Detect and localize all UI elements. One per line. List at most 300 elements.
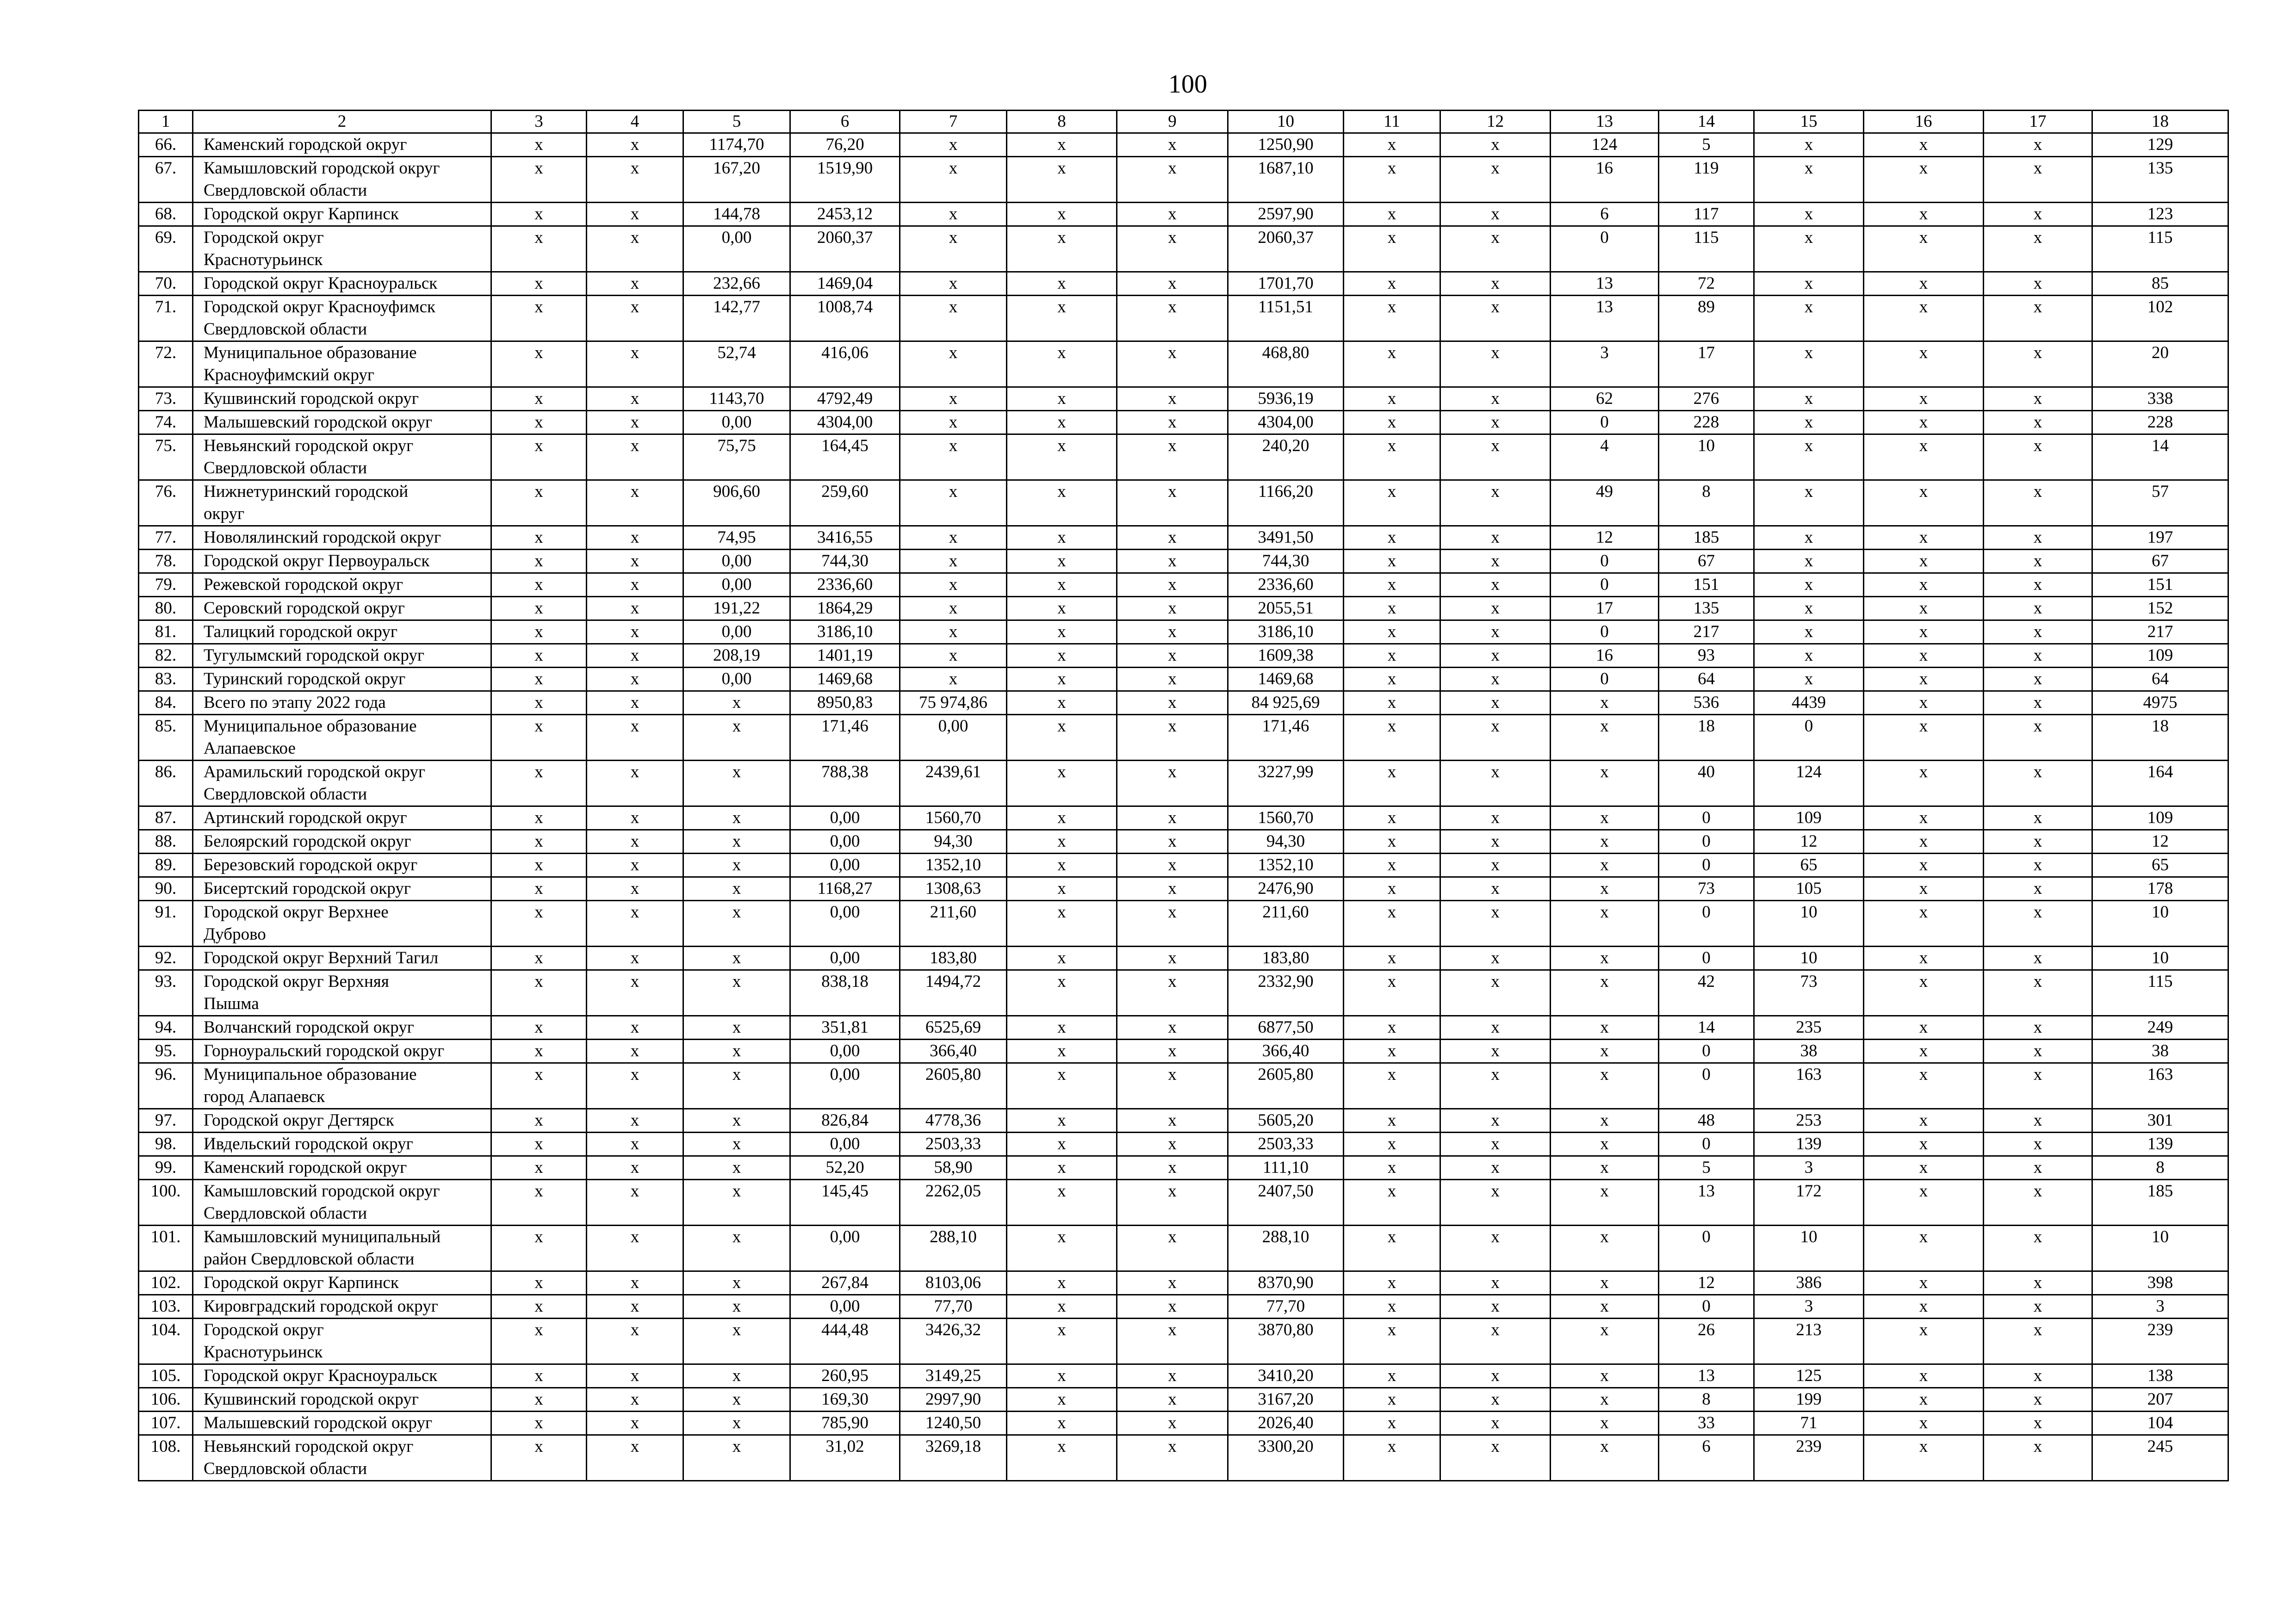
value-cell: x [1864, 1109, 1984, 1133]
value-cell: x [1551, 761, 1659, 806]
value-cell: x [1864, 1412, 1984, 1435]
table-row [139, 1133, 2228, 1156]
value-cell: 3 [1754, 1295, 1864, 1319]
municipality-name-cell: Малышевский городской округ [193, 411, 491, 434]
value-cell: 2060,37 [1228, 226, 1344, 272]
value-cell: x [1984, 970, 2092, 1016]
value-cell: x [1984, 526, 2092, 550]
value-cell: x [1344, 806, 1440, 830]
value-cell: x [491, 668, 587, 691]
municipality-name-cell: Камышловский муниципальный район Свердловской области [193, 1226, 491, 1271]
value-cell: 12 [1551, 526, 1659, 550]
value-cell: x [900, 387, 1007, 411]
value-cell: x [1440, 1388, 1551, 1412]
municipality-name-cell: Волчанский городской округ [193, 1016, 491, 1040]
value-cell: x [1984, 1133, 2092, 1156]
value-cell: x [1440, 296, 1551, 341]
value-cell: 71 [1754, 1412, 1864, 1435]
value-cell: 1560,70 [1228, 806, 1344, 830]
value-cell: x [1984, 620, 2092, 644]
value-cell: x [1007, 1435, 1117, 1481]
value-cell: x [1117, 830, 1228, 854]
value-cell: x [491, 691, 587, 715]
value-cell: x [1551, 830, 1659, 854]
value-cell: 0 [1551, 668, 1659, 691]
value-cell: 18 [2092, 715, 2228, 761]
value-cell: x [1551, 1364, 1659, 1388]
table-row [139, 1295, 2228, 1319]
value-cell: x [1440, 1156, 1551, 1180]
table-row [139, 644, 2228, 668]
value-cell: x [1440, 203, 1551, 226]
value-cell: x [1344, 480, 1440, 526]
row-number-cell: 74. [139, 411, 193, 434]
table-row [139, 341, 2228, 387]
value-cell: x [491, 1109, 587, 1133]
value-cell: x [1117, 1040, 1228, 1063]
table-row [139, 133, 2228, 157]
value-cell: x [1551, 1156, 1659, 1180]
value-cell: 0,00 [790, 1226, 900, 1271]
value-cell: 14 [2092, 434, 2228, 480]
value-cell: 0,00 [683, 226, 790, 272]
table-body [139, 111, 2228, 1481]
municipality-name-cell: Городской округ Карпинск [193, 203, 491, 226]
value-cell: 12 [1754, 830, 1864, 854]
value-cell: 151 [1659, 573, 1754, 597]
value-cell: 0,00 [683, 411, 790, 434]
column-header: 10 [1228, 111, 1344, 133]
value-cell: x [587, 480, 683, 526]
value-cell: x [1984, 1156, 2092, 1180]
value-cell: x [683, 1226, 790, 1271]
value-cell: x [491, 1180, 587, 1226]
value-cell: x [1551, 1133, 1659, 1156]
value-cell: x [1007, 806, 1117, 830]
value-cell: x [1864, 573, 1984, 597]
data-table [138, 110, 2229, 1481]
value-cell: x [1754, 668, 1864, 691]
value-cell: x [1344, 877, 1440, 901]
value-cell: x [1754, 296, 1864, 341]
value-cell: x [1344, 644, 1440, 668]
value-cell: x [587, 550, 683, 573]
row-number-cell: 92. [139, 947, 193, 970]
municipality-name-cell: Тугулымский городской округ [193, 644, 491, 668]
value-cell: 1166,20 [1228, 480, 1344, 526]
value-cell: x [1007, 226, 1117, 272]
value-cell: 211,60 [1228, 901, 1344, 947]
value-cell: x [1551, 691, 1659, 715]
value-cell: x [1440, 1180, 1551, 1226]
value-cell: x [1440, 877, 1551, 901]
value-cell: 67 [1659, 550, 1754, 573]
column-header: 7 [900, 111, 1007, 133]
value-cell: 2332,90 [1228, 970, 1344, 1016]
value-cell: 115 [1659, 226, 1754, 272]
table-row [139, 480, 2228, 526]
row-number-cell: 101. [139, 1226, 193, 1271]
value-cell: 13 [1551, 272, 1659, 296]
value-cell: 73 [1754, 970, 1864, 1016]
value-cell: x [1344, 1435, 1440, 1481]
value-cell: x [900, 296, 1007, 341]
value-cell: 76,20 [790, 133, 900, 157]
value-cell: x [491, 411, 587, 434]
value-cell: x [587, 1016, 683, 1040]
value-cell: x [1117, 1226, 1228, 1271]
table-row [139, 970, 2228, 1016]
value-cell: 0,00 [790, 901, 900, 947]
value-cell: x [1440, 854, 1551, 877]
value-cell: 0,00 [790, 806, 900, 830]
value-cell: 2597,90 [1228, 203, 1344, 226]
value-cell: 142,77 [683, 296, 790, 341]
table-row [139, 620, 2228, 644]
value-cell: 167,20 [683, 157, 790, 203]
value-cell: x [1984, 715, 2092, 761]
row-number-cell: 84. [139, 691, 193, 715]
value-cell: x [491, 526, 587, 550]
value-cell: x [587, 133, 683, 157]
value-cell: x [1007, 434, 1117, 480]
value-cell: x [1551, 1319, 1659, 1364]
value-cell: 0 [1551, 573, 1659, 597]
row-number-cell: 90. [139, 877, 193, 901]
value-cell: x [491, 1040, 587, 1063]
table-row [139, 1109, 2228, 1133]
municipality-name-cell: Талицкий городской округ [193, 620, 491, 644]
value-cell: x [1117, 480, 1228, 526]
value-cell: 4 [1551, 434, 1659, 480]
value-cell: x [1551, 715, 1659, 761]
value-cell: x [1754, 411, 1864, 434]
value-cell: x [1007, 1226, 1117, 1271]
table-row [139, 1180, 2228, 1226]
value-cell: x [1117, 1180, 1228, 1226]
value-cell: 1864,29 [790, 597, 900, 620]
value-cell: x [1440, 1412, 1551, 1435]
value-cell: x [1754, 644, 1864, 668]
municipality-name-cell: Городской округ Краснотурьинск [193, 226, 491, 272]
value-cell: x [1440, 157, 1551, 203]
row-number-cell: 80. [139, 597, 193, 620]
value-cell: 3269,18 [900, 1435, 1007, 1481]
value-cell: x [1007, 877, 1117, 901]
municipality-name-cell: Муниципальное образование город Алапаевск [193, 1063, 491, 1109]
value-cell: 0,00 [900, 715, 1007, 761]
value-cell: x [1864, 1435, 1984, 1481]
value-cell: 17 [1551, 597, 1659, 620]
value-cell: 102 [2092, 296, 2228, 341]
municipality-name-cell: Городской округ Верхний Тагил [193, 947, 491, 970]
value-cell: 10 [2092, 1226, 2228, 1271]
row-number-cell: 70. [139, 272, 193, 296]
value-cell: 124 [1754, 761, 1864, 806]
value-cell: 42 [1659, 970, 1754, 1016]
value-cell: x [1344, 1133, 1440, 1156]
value-cell: x [1117, 1319, 1228, 1364]
table-row [139, 1040, 2228, 1063]
value-cell: x [1551, 1295, 1659, 1319]
value-cell: x [1344, 970, 1440, 1016]
value-cell: 217 [2092, 620, 2228, 644]
value-cell: x [683, 947, 790, 970]
value-cell: 0,00 [683, 620, 790, 644]
value-cell: x [683, 1133, 790, 1156]
value-cell: x [1984, 901, 2092, 947]
value-cell: x [1984, 877, 2092, 901]
municipality-name-cell: Арамильский городской округ Свердловской области [193, 761, 491, 806]
table-row [139, 761, 2228, 806]
municipality-name-cell: Кушвинский городской округ [193, 387, 491, 411]
value-cell: 64 [1659, 668, 1754, 691]
value-cell: x [1551, 1226, 1659, 1271]
value-cell: x [1864, 1271, 1984, 1295]
value-cell: x [491, 387, 587, 411]
value-cell: x [900, 526, 1007, 550]
value-cell: x [1117, 550, 1228, 573]
value-cell: 105 [1754, 877, 1864, 901]
municipality-name-cell: Серовский городской округ [193, 597, 491, 620]
value-cell: 1143,70 [683, 387, 790, 411]
value-cell: 1008,74 [790, 296, 900, 341]
value-cell: x [587, 1109, 683, 1133]
value-cell: 10 [1754, 901, 1864, 947]
value-cell: x [1007, 1180, 1117, 1226]
table-row [139, 157, 2228, 203]
value-cell: x [683, 854, 790, 877]
value-cell: x [491, 1295, 587, 1319]
table-row [139, 526, 2228, 550]
value-cell: 65 [2092, 854, 2228, 877]
value-cell: x [683, 1156, 790, 1180]
value-cell: x [1117, 901, 1228, 947]
value-cell: x [1864, 1016, 1984, 1040]
value-cell: x [1551, 1388, 1659, 1412]
value-cell: 0 [1551, 550, 1659, 573]
value-cell: x [683, 1271, 790, 1295]
value-cell: x [1117, 272, 1228, 296]
column-header: 1 [139, 111, 193, 133]
value-cell: x [491, 1364, 587, 1388]
value-cell: 109 [2092, 644, 2228, 668]
value-cell: 288,10 [900, 1226, 1007, 1271]
value-cell: 3 [2092, 1295, 2228, 1319]
value-cell: 2336,60 [790, 573, 900, 597]
value-cell: 4778,36 [900, 1109, 1007, 1133]
value-cell: x [683, 830, 790, 854]
column-header: 3 [491, 111, 587, 133]
value-cell: x [1007, 901, 1117, 947]
value-cell: x [1864, 806, 1984, 830]
row-number-cell: 85. [139, 715, 193, 761]
value-cell: x [1984, 411, 2092, 434]
municipality-name-cell: Новолялинский городской округ [193, 526, 491, 550]
value-cell: x [587, 272, 683, 296]
value-cell: 3426,32 [900, 1319, 1007, 1364]
value-cell: 135 [2092, 157, 2228, 203]
column-header: 9 [1117, 111, 1228, 133]
value-cell: x [1864, 157, 1984, 203]
value-cell: 75,75 [683, 434, 790, 480]
value-cell: x [1440, 526, 1551, 550]
value-cell: x [491, 620, 587, 644]
value-cell: x [1551, 947, 1659, 970]
value-cell: x [1754, 133, 1864, 157]
value-cell: 0 [1659, 947, 1754, 970]
value-cell: 77,70 [1228, 1295, 1344, 1319]
value-cell: x [491, 550, 587, 573]
table-row [139, 1364, 2228, 1388]
value-cell: 1609,38 [1228, 644, 1344, 668]
value-cell: x [1344, 620, 1440, 644]
value-cell: x [1117, 854, 1228, 877]
value-cell: 0,00 [790, 830, 900, 854]
value-cell: 744,30 [1228, 550, 1344, 573]
value-cell: 73 [1659, 877, 1754, 901]
value-cell: x [491, 901, 587, 947]
value-cell: x [1440, 1063, 1551, 1109]
table-row [139, 597, 2228, 620]
value-cell: 366,40 [1228, 1040, 1344, 1063]
value-cell: 12 [1659, 1271, 1754, 1295]
value-cell: 74,95 [683, 526, 790, 550]
value-cell: x [1440, 272, 1551, 296]
row-number-cell: 95. [139, 1040, 193, 1063]
value-cell: x [900, 434, 1007, 480]
row-number-cell: 68. [139, 203, 193, 226]
value-cell: 1701,70 [1228, 272, 1344, 296]
value-cell: x [1344, 411, 1440, 434]
table-row [139, 411, 2228, 434]
municipality-name-cell: Городской округ Дегтярск [193, 1109, 491, 1133]
value-cell: 58,90 [900, 1156, 1007, 1180]
value-cell: x [491, 296, 587, 341]
value-cell: x [1864, 668, 1984, 691]
value-cell: x [900, 133, 1007, 157]
row-number-cell: 91. [139, 901, 193, 947]
value-cell: 8 [1659, 480, 1754, 526]
value-cell: x [1551, 1063, 1659, 1109]
value-cell: x [587, 761, 683, 806]
row-number-cell: 79. [139, 573, 193, 597]
value-cell: x [1117, 715, 1228, 761]
value-cell: x [1440, 573, 1551, 597]
municipality-name-cell: Режевской городской округ [193, 573, 491, 597]
value-cell: x [1117, 1295, 1228, 1319]
value-cell: x [900, 341, 1007, 387]
value-cell: x [683, 1435, 790, 1481]
value-cell: x [587, 947, 683, 970]
table-row [139, 1319, 2228, 1364]
value-cell: x [683, 806, 790, 830]
value-cell: x [491, 1063, 587, 1109]
value-cell: x [587, 691, 683, 715]
value-cell: x [587, 597, 683, 620]
value-cell: x [1344, 133, 1440, 157]
value-cell: x [1984, 691, 2092, 715]
value-cell: 2407,50 [1228, 1180, 1344, 1226]
value-cell: 228 [2092, 411, 2228, 434]
table-row [139, 296, 2228, 341]
value-cell: 1469,68 [790, 668, 900, 691]
value-cell: x [900, 203, 1007, 226]
value-cell: x [1984, 1319, 2092, 1364]
row-number-cell: 105. [139, 1364, 193, 1388]
value-cell: x [1344, 573, 1440, 597]
value-cell: 386 [1754, 1271, 1864, 1295]
value-cell: x [1117, 761, 1228, 806]
column-header: 8 [1007, 111, 1117, 133]
value-cell: x [900, 668, 1007, 691]
value-cell: 2026,40 [1228, 1412, 1344, 1435]
value-cell: 151 [2092, 573, 2228, 597]
value-cell: x [587, 668, 683, 691]
value-cell: x [1984, 1040, 2092, 1063]
value-cell: x [491, 480, 587, 526]
value-cell: 240,20 [1228, 434, 1344, 480]
value-cell: x [1984, 157, 2092, 203]
table-row [139, 1226, 2228, 1271]
value-cell: 0 [1659, 1133, 1754, 1156]
value-cell: x [1984, 480, 2092, 526]
value-cell: x [1007, 1133, 1117, 1156]
value-cell: 0 [1659, 1226, 1754, 1271]
municipality-name-cell: Муниципальное образование Алапаевское [193, 715, 491, 761]
value-cell: 178 [2092, 877, 2228, 901]
value-cell: x [1440, 411, 1551, 434]
value-cell: x [587, 901, 683, 947]
value-cell: 217 [1659, 620, 1754, 644]
value-cell: x [683, 1109, 790, 1133]
row-number-cell: 96. [139, 1063, 193, 1109]
value-cell: 267,84 [790, 1271, 900, 1295]
row-number-cell: 106. [139, 1388, 193, 1412]
value-cell: x [1117, 133, 1228, 157]
value-cell: 31,02 [790, 1435, 900, 1481]
value-cell: x [1007, 341, 1117, 387]
municipality-name-cell: Городской округ Верхняя Пышма [193, 970, 491, 1016]
municipality-name-cell: Невьянский городской округ Свердловской области [193, 434, 491, 480]
value-cell: x [1754, 573, 1864, 597]
value-cell: x [1344, 526, 1440, 550]
row-number-cell: 73. [139, 387, 193, 411]
value-cell: 109 [2092, 806, 2228, 830]
value-cell: x [1864, 203, 1984, 226]
value-cell: 185 [1659, 526, 1754, 550]
value-cell: 152 [2092, 597, 2228, 620]
value-cell: 52,20 [790, 1156, 900, 1180]
value-cell: x [683, 761, 790, 806]
value-cell: 5936,19 [1228, 387, 1344, 411]
value-cell: x [1754, 226, 1864, 272]
value-cell: x [1007, 1063, 1117, 1109]
value-cell: x [1984, 1295, 2092, 1319]
value-cell: x [1440, 1295, 1551, 1319]
value-cell: x [587, 387, 683, 411]
value-cell: 65 [1754, 854, 1864, 877]
value-cell: 208,19 [683, 644, 790, 668]
value-cell: x [1864, 226, 1984, 272]
value-cell: 20 [2092, 341, 2228, 387]
value-cell: x [491, 644, 587, 668]
value-cell: x [1440, 1271, 1551, 1295]
value-cell: x [1117, 620, 1228, 644]
row-number-cell: 66. [139, 133, 193, 157]
value-cell: x [491, 947, 587, 970]
value-cell: 33 [1659, 1412, 1754, 1435]
